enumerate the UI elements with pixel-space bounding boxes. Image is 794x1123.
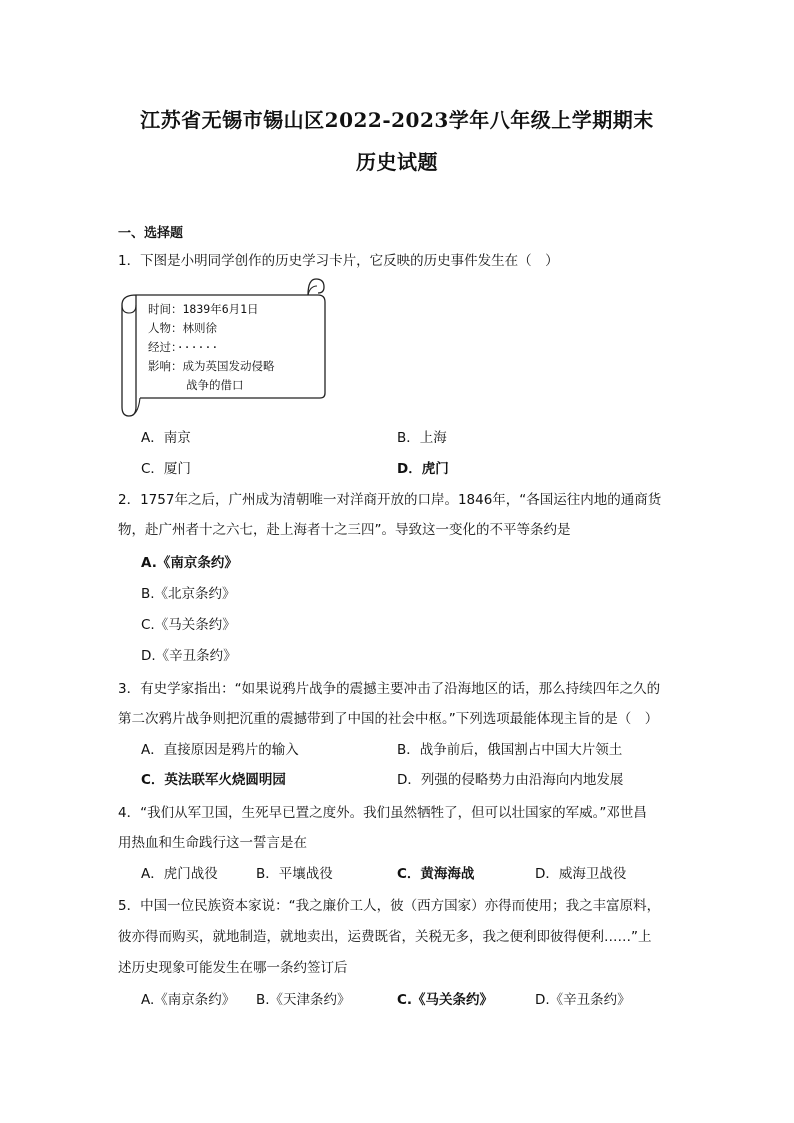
- question-3-stem-line1: 3．有史学家指出：“如果说鸦片战争的震撼主要冲击了沿海地区的话，那么持续四年之久的: [118, 681, 661, 697]
- history-study-card: [118, 275, 330, 423]
- q5-option-b[interactable]: B.《天津条约》: [256, 992, 351, 1008]
- card-process: 经过：······: [148, 340, 219, 354]
- q1-option-c[interactable]: C．厦门: [141, 461, 191, 477]
- exam-title: 江苏省无锡市锡山区2022-2023学年八年级上学期期末: [140, 108, 654, 132]
- question-5-stem-line1: 5．中国一位民族资本家说：“我之廉价工人，彼（西方国家）亦得而使用；我之丰富原料，: [118, 898, 661, 914]
- q4-option-b[interactable]: B．平壤战役: [256, 866, 333, 882]
- question-4-stem-line1: 4．“我们从军卫国，生死早已置之度外。我们虽然牺牲了，但可以壮国家的军威。”邓世昌: [118, 805, 647, 821]
- q2-option-a[interactable]: A.《南京条约》: [141, 555, 238, 571]
- q1-option-d[interactable]: D．虎门: [397, 461, 449, 477]
- card-impact: 影响：成为英国发动侵略: [148, 359, 275, 373]
- question-2-stem-line1: 2．1757年之后，广州成为清朝唯一对洋商开放的口岸。1846年，“各国运往内地的通商货: [118, 492, 662, 508]
- q2-option-b[interactable]: B.《北京条约》: [141, 586, 236, 602]
- card-time: 时间：1839年6月1日: [148, 302, 259, 316]
- q5-option-c[interactable]: C.《马关条约》: [397, 992, 494, 1008]
- card-impact-cont: 战争的借口: [186, 378, 244, 392]
- q3-option-a[interactable]: A．直接原因是鸦片的输入: [141, 742, 299, 758]
- q3-option-d[interactable]: D．列强的侵略势力由沿海向内地发展: [397, 772, 624, 788]
- question-3-stem-line2: 第二次鸦片战争则把沉重的震撼带到了中国的社会中枢。”下列选项最能体现主旨的是（ ）: [118, 711, 659, 727]
- question-4-stem-line2: 用热血和生命践行这一誓言是在: [118, 835, 307, 851]
- q2-option-c[interactable]: C.《马关条约》: [141, 617, 236, 633]
- q1-option-b[interactable]: B．上海: [397, 430, 447, 446]
- q4-option-d[interactable]: D．威海卫战役: [535, 866, 627, 882]
- q5-option-a[interactable]: A.《南京条约》: [141, 992, 236, 1008]
- q1-option-a[interactable]: A．南京: [141, 430, 191, 446]
- question-1-stem: 1．下图是小明同学创作的历史学习卡片，它反映的历史事件发生在（ ）: [118, 253, 559, 269]
- question-5-stem-line2: 彼亦得而购买，就地制造，就地卖出，运费既省，关税无多，我之便利即彼得便利……”上: [118, 929, 652, 945]
- question-5-stem-line3: 述历史现象可能发生在哪一条约签订后: [118, 960, 348, 976]
- q3-option-b[interactable]: B．战争前后，俄国割占中国大片领土: [397, 742, 623, 758]
- exam-subject-title: 历史试题: [356, 150, 438, 174]
- section-heading: 一、选择题: [118, 226, 184, 241]
- question-2-stem-line2: 物，赴广州者十之六七，赴上海者十之三四”。导致这一变化的不平等条约是: [118, 522, 571, 538]
- q4-option-c[interactable]: C．黄海海战: [397, 866, 475, 882]
- card-person: 人物：林则徐: [148, 321, 217, 335]
- q5-option-d[interactable]: D.《辛丑条约》: [535, 992, 631, 1008]
- q2-option-d[interactable]: D.《辛丑条约》: [141, 648, 237, 664]
- q3-option-c[interactable]: C．英法联军火烧圆明园: [141, 772, 286, 788]
- q4-option-a[interactable]: A．虎门战役: [141, 866, 218, 882]
